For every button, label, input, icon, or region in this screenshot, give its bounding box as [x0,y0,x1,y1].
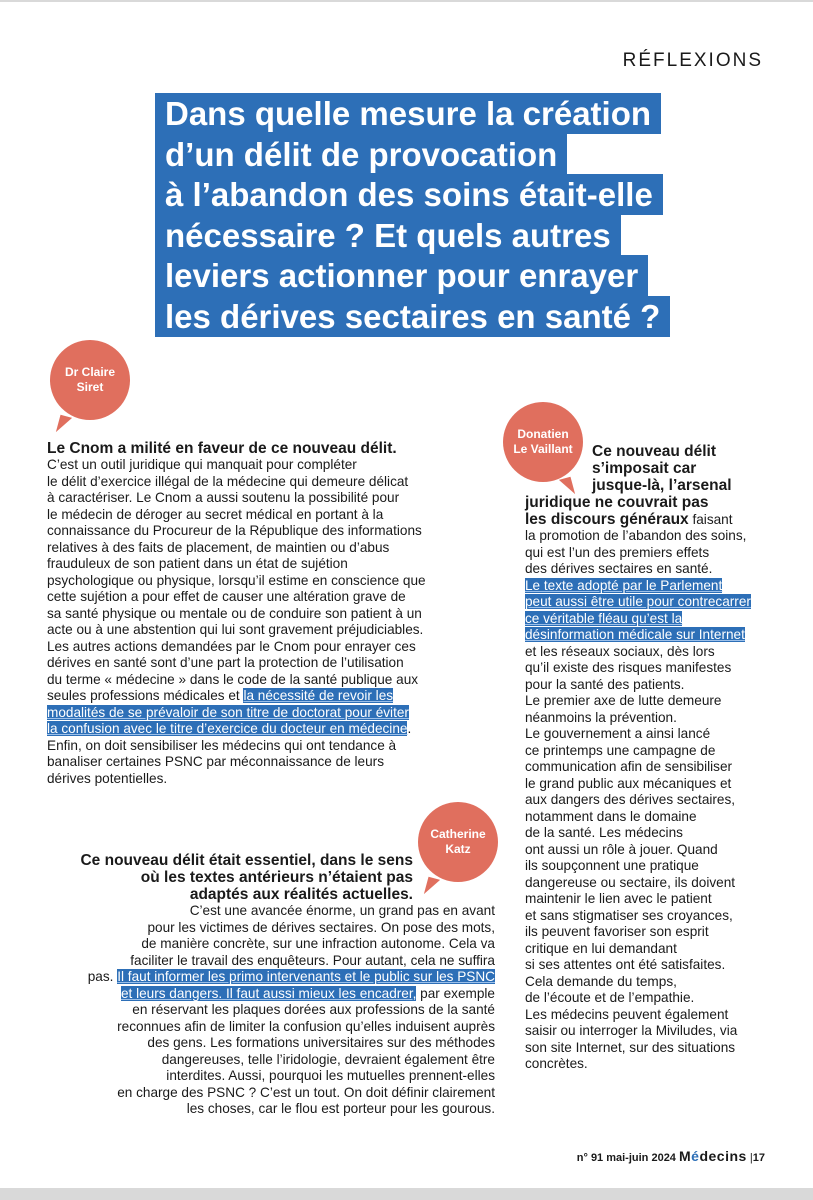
text-line [525,891,751,908]
logo-letter: é [691,1148,700,1164]
text-segment: banaliser certaines PSNC par méconnaissance de leurs [47,754,384,769]
text-segment: faciliter le travail des enquêteurs. Pour autant, cela ne suffira [130,952,495,968]
text-line [525,644,751,661]
text-segment: acte ou à une abstention qui lui sont gravement préjudiciables. [47,622,424,637]
text-segment: des dérives sectaires en santé. [525,561,713,576]
text-segment: le grand public aux mécaniques et [525,775,732,791]
highlighted-text: Le texte adopté par le Parlement [525,577,723,593]
title-line: d’un délit de provocation [155,134,567,175]
answer-lead-line: adaptés aux réalités actuelles. [189,886,413,903]
title-line: à l’abandon des soins était-elle [155,174,663,215]
page-title [155,94,755,337]
text-line [47,556,426,573]
text-line [47,589,426,606]
text-line [47,738,426,755]
text-line [47,721,426,738]
page-footer [577,1148,765,1164]
text-segment: C’est un outil juridique qui manquait pour compléter [47,457,357,472]
title-line: Dans quelle mesure la création [155,93,661,134]
text-line [525,594,751,611]
text-segment: les choses, car le flou est porteur pour les gourous. [186,1101,495,1116]
answer-lead-line [525,511,751,528]
text-line [525,578,751,595]
text-line [525,561,751,578]
answer-catherine-katz [80,852,495,1118]
page-number: 17 [752,1152,765,1164]
answer-lead-line: où les textes antérieurs n’étaient pas [140,869,413,886]
text-segment: interdites. Aussi, pourquoi les mutuelles prennent-elles [166,1068,495,1083]
title-line: nécessaire ? Et quels autres [155,215,621,256]
answer-claire-siret [47,440,426,787]
text-line [525,875,751,892]
text-line [525,809,751,826]
text-segment: en charge des PSNC ? C’est un tout. On doit définir clairement [117,1084,495,1100]
text-line [525,710,751,727]
text-segment: Les médecins peuvent également [525,1006,729,1022]
text-segment: aux dangers des dérives sectaires, [525,792,736,807]
text-segment: psychologique ou physique, lorsqu’il estime en conscience que [47,572,426,588]
text-line [47,639,426,656]
highlighted-text: désinformation médicale sur Internet [525,627,745,642]
highlighted-text: modalités de se prévaloir de son titre de doctorat pour éviter [47,704,409,720]
highlighted-text: la confusion avec le titre d’exercice du docteur en médecine [47,721,408,736]
text-segment: et les réseaux sociaux, dès lors [525,643,715,659]
text-line [47,771,426,788]
text-line [47,606,426,623]
text-line [525,545,751,562]
text-line [525,776,751,793]
text-line [525,759,751,776]
text-segment: seules professions médicales et [47,688,244,703]
text-segment: et sans stigmatiser ses croyances, [525,907,733,923]
text-line [80,1085,495,1102]
answer-lead: Le Cnom a milité en faveur de ce nouveau délit. [47,440,397,457]
text-line [525,908,751,925]
text-line [80,936,495,953]
text-segment: dangereuse ou sectaire, ils doivent [525,874,736,890]
text-segment: néanmoins la prévention. [525,709,677,725]
answer-lead-line [525,443,751,460]
text-segment: . [407,721,412,736]
magazine-page [0,2,813,1188]
text-line [525,693,751,710]
text-line [525,743,751,760]
text-line [525,677,751,694]
text-line [47,655,426,672]
text-line [80,1101,495,1118]
logo-letter: M [679,1148,692,1164]
text-line [47,672,426,689]
text-line [47,474,426,491]
text-line [80,1002,495,1019]
highlighted-text: la nécessité de revoir les [243,688,394,703]
title-line: les dérives sectaires en santé ? [155,296,670,337]
text-line [47,622,426,639]
magazine-logo [679,1148,747,1164]
text-line [525,1056,751,1073]
lead-text: Ce nouveau délit [592,443,717,460]
text-segment: si ses attentes ont été satisfaites. [525,957,726,972]
text-segment: ont aussi un rôle à jouer. Quand [525,841,718,857]
text-segment: critique en lui demandant [525,940,677,956]
answer-lead-line [525,494,751,511]
highlighted-text: Il faut informer les primo intervenants et le public sur les PSNC [117,969,495,984]
text-segment: des gens. Les formations universitaires sur des méthodes [147,1035,495,1050]
text-segment: dérives en santé sont d’une part la protection de l’utilisation [47,655,404,670]
text-segment: son site Internet, sur des situations [525,1039,736,1055]
text-line [525,924,751,941]
text-line [47,540,426,557]
text-segment: pour les victimes de dérives sectaires. On pose des mots, [147,919,495,935]
logo-letter: decins [699,1148,747,1164]
text-segment: du terme « médecine » dans le code de la santé publique aux [47,671,419,687]
text-line [525,1040,751,1057]
text-segment: ils peuvent favoriser son esprit [525,924,709,939]
highlighted-text: peut aussi être utile pour contrecarrer [525,594,751,609]
answer-lead-line: Ce nouveau délit était essentiel, dans le sens [80,852,413,869]
answer-lead-line [525,477,751,494]
text-line [80,1068,495,1085]
text-segment: ils soupçonnent une pratique [525,858,699,873]
text-line [525,1007,751,1024]
text-segment: en réservant les plaques dorées aux professions de la santé [132,1002,495,1017]
text-segment: frauduleux de son patient dans un état de sujétion [47,556,348,571]
text-line [47,754,426,771]
answer-lead-line [525,460,751,477]
text-segment: pas. [87,969,118,984]
text-segment: Cela demande du temps, [525,973,677,989]
highlighted-text: ce véritable fléau qu’est la [525,610,683,626]
text-line [80,953,495,970]
text-segment: relatives à des faits de placement, de maintien ou d’abus [47,539,390,555]
issue-info: n° 91 mai-juin 2024 [576,1152,676,1164]
speaker-name: Dr Claire Siret [64,365,116,394]
lead-text: juridique ne couvrait pas [525,494,709,511]
speaker-name: Catherine Katz [430,827,486,856]
text-segment: Le premier axe de lutte demeure [525,693,722,708]
text-segment: reconnues afin de limiter la confusion qu’elles induisent auprès [117,1018,495,1034]
text-segment: Le gouvernement a ainsi lancé [525,726,711,741]
text-segment: sa santé physique ou mentale ou de conduire son patient à un [47,605,422,621]
text-segment: ce printemps une campagne de [525,742,716,758]
text-segment: Enfin, on doit sensibiliser les médecins qui ont tendance à [47,737,397,753]
text-segment: cette sujétion a pour effet de causer une altération grave de [47,589,406,604]
text-line [47,573,426,590]
text-line [525,858,751,875]
section-rubric: RÉFLEXIONS [622,50,763,71]
text-line [80,1035,495,1052]
lead-text: s’imposait car [592,460,697,477]
text-segment: de manière concrète, sur une infraction autonome. Cela va [141,936,495,951]
text-line [80,986,495,1003]
text-line [80,903,495,920]
text-line [525,792,751,809]
text-line [525,1023,751,1040]
text-line [525,726,751,743]
text-segment: Les autres actions demandées par le Cnom pour enrayer ces [47,638,416,654]
text-segment: le médecin de déroger au secret médical en portant à la [47,506,384,522]
text-line [525,990,751,1007]
text-segment: communication afin de sensibiliser [525,759,733,774]
text-segment: de la santé. Les médecins [525,825,683,840]
text-segment: connaissance du Procureur de la République des informations [47,523,422,538]
separator: | [749,1152,753,1164]
text-segment: à caractériser. Le Cnom a aussi soutenu la possibilité pour [47,490,400,505]
text-segment: dérives potentielles. [47,770,168,786]
lead-text: jusque-là, l’arsenal [592,477,732,494]
text-line [47,507,426,524]
text-segment: saisir ou interroger la Miviludes, via [525,1023,738,1038]
text-segment: par exemple [416,985,495,1001]
text-line [47,705,426,722]
speaker-name: Donatien Le Vaillant [513,427,573,456]
text-line [47,523,426,540]
text-segment: qui est l’un des premiers effets [525,544,710,560]
speaker-bubble-claire-siret [50,340,130,420]
text-line [525,842,751,859]
text-segment: concrètes. [525,1056,588,1071]
text-line [525,528,751,545]
answer-donatien-le-vaillant [525,443,751,1073]
text-line [80,969,495,986]
text-line [47,457,426,474]
text-segment: le délit d’exercice illégal de la médecine qui demeure délicat [47,473,409,489]
text-segment: C’est une avancée énorme, un grand pas en avant [189,903,495,918]
text-segment: dangereuses, telle l’iridologie, devraient également être [161,1051,495,1067]
text-line [525,957,751,974]
text-line [525,627,751,644]
text-line [47,688,426,705]
text-line [80,920,495,937]
text-line [80,1019,495,1036]
text-segment: la promotion de l’abandon des soins, [525,528,747,543]
text-line [525,611,751,628]
text-line [525,941,751,958]
text-line [525,974,751,991]
text-segment: notamment dans le domaine [525,808,697,824]
text-segment: qu’il existe des risques manifestes [525,660,732,675]
text-segment: de l’écoute et de l’empathie. [525,990,695,1005]
title-line: leviers actionner pour enrayer [155,255,648,296]
text-segment: faisant [688,512,733,527]
highlighted-text: et leurs dangers. Il faut aussi mieux les encadrer, [120,985,417,1001]
text-line [47,490,426,507]
text-segment: pour la santé des patients. [525,676,685,692]
text-line [525,825,751,842]
text-segment: maintenir le lien avec le patient [525,891,712,906]
lead-text: les discours généraux [525,511,689,528]
text-line [80,1052,495,1069]
text-line [525,660,751,677]
